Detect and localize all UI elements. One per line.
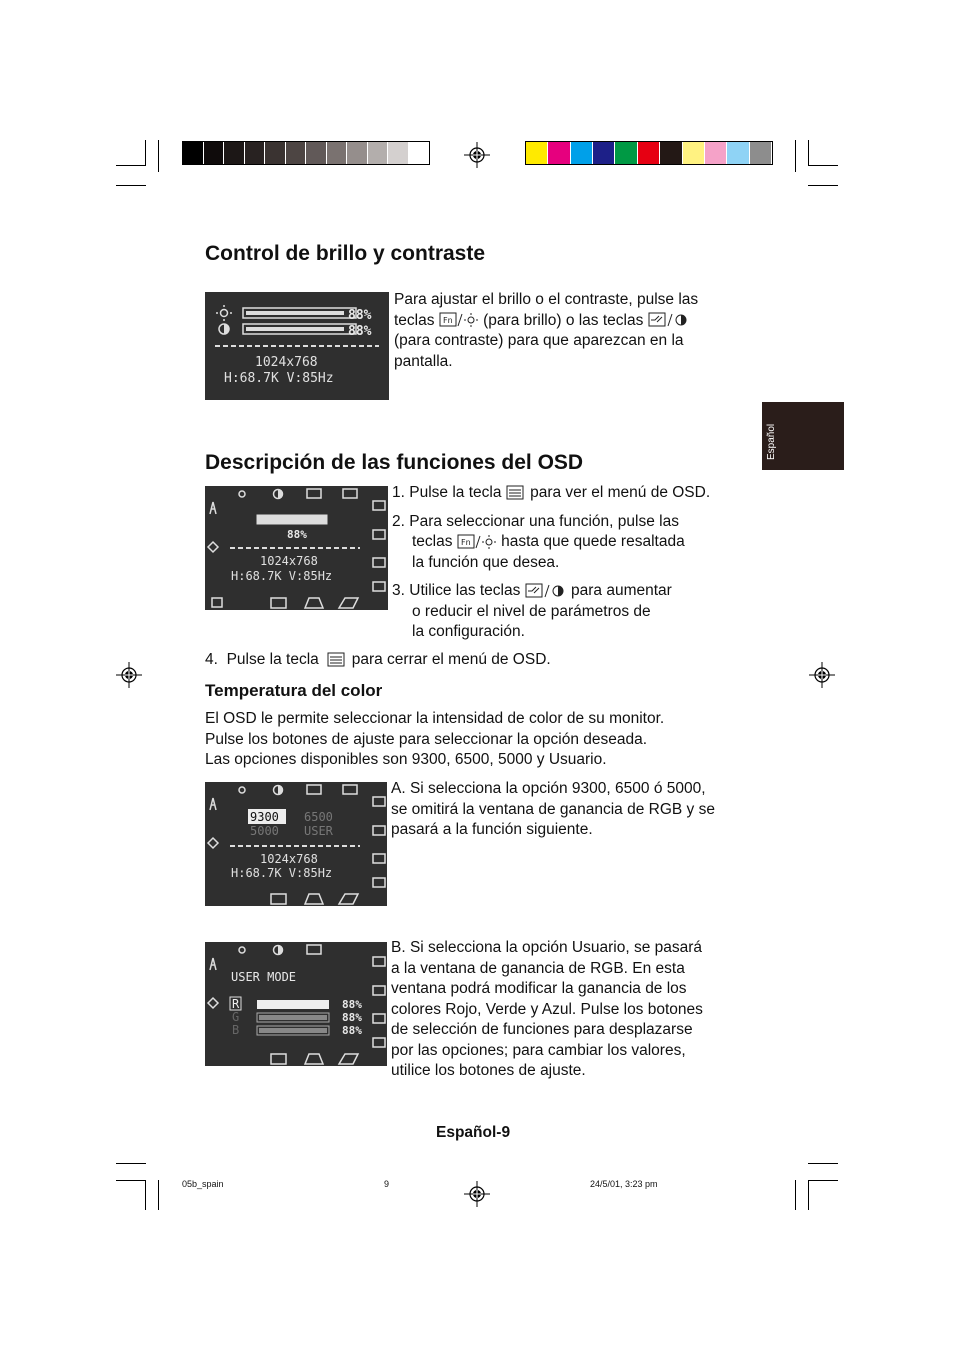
text-line: utilice los botones de ajuste.: [391, 1062, 586, 1079]
text-line: Para ajustar el brillo o el contraste, pulse las: [394, 291, 699, 308]
color-swatch: [548, 142, 570, 164]
fn-sun-key-icon: [457, 534, 497, 550]
text-fragment: Pulse la tecla: [226, 651, 319, 668]
text-fragment: Utilice las teclas: [409, 582, 521, 599]
step-number: 4.: [205, 651, 218, 668]
color-swatch: [245, 142, 266, 164]
step-number: 2.: [392, 512, 405, 530]
osd-frequency: H:68.7K V:85Hz: [231, 866, 333, 880]
osd-color-preset-screenshot: [205, 782, 387, 906]
text-line: A. Si selecciona la opción 9300, 6500 ó 5000,: [391, 780, 706, 797]
menu-key-icon: [327, 652, 347, 668]
text-fragment: teclas: [412, 533, 453, 550]
text-fragment: Para seleccionar una función, pulse las: [409, 512, 679, 530]
text-line: ventana podrá modificar la ganancia de los: [391, 980, 687, 997]
footer-date: 24/5/01, 3:23 pm: [590, 1179, 658, 1189]
color-swatch: [526, 142, 548, 164]
osd-resolution: 1024x768: [255, 355, 318, 370]
language-tab: [762, 402, 844, 470]
crop-mark: [116, 185, 146, 186]
text-line: pantalla.: [394, 352, 453, 370]
osd-heading: Descripción de las funciones del OSD: [205, 451, 584, 474]
crop-mark: [808, 185, 838, 186]
brightness-bar-fill: [246, 311, 344, 315]
color-swatch: [750, 142, 772, 164]
color-swatch: [571, 142, 593, 164]
blue-gain-value: 88%: [342, 1024, 362, 1037]
color-swatch: [727, 142, 749, 164]
osd-main-menu-screenshot: [205, 486, 388, 610]
crop-mark: [116, 1180, 146, 1181]
option-9300: 9300: [250, 810, 279, 824]
color-swatch: [388, 142, 409, 164]
color-swatch: [615, 142, 637, 164]
color-swatch: [224, 142, 245, 164]
svg-text:Fn: Fn: [442, 316, 453, 326]
step-3: [392, 581, 752, 643]
crop-mark: [808, 1163, 838, 1164]
menu-key-icon: [506, 485, 526, 501]
option-user: USER: [304, 824, 333, 838]
osd-steps: [392, 483, 752, 643]
text-line: (para contraste) para que aparezcan en la: [394, 332, 684, 349]
step-1: [392, 483, 752, 504]
color-swatch: [705, 142, 727, 164]
step-2: [392, 512, 752, 574]
crop-mark: [145, 140, 146, 166]
option-a-paragraph: [391, 779, 751, 841]
text-line: pasará a la función siguiente.: [391, 821, 593, 838]
text-line: [392, 532, 752, 553]
color-swatch: [368, 142, 389, 164]
osd-frequency: H:68.7K V:85Hz: [224, 371, 334, 386]
page-number-label: Español-9: [436, 1124, 511, 1141]
osd-user-mode-screenshot: [205, 942, 387, 1066]
text-line: se omitirá la ventana de ganancia de RGB y se: [391, 800, 715, 818]
registration-mark-icon: [464, 142, 490, 168]
brightness-paragraph: [394, 290, 739, 372]
registration-mark-icon: [464, 1181, 490, 1207]
contrast-icon: [219, 324, 229, 334]
osd-resolution: 1024x768: [260, 852, 318, 866]
text-fragment: (para brillo) o las teclas: [483, 311, 644, 329]
osd-frequency: H:68.7K V:85Hz: [231, 569, 333, 583]
registration-mark-icon: [116, 662, 142, 688]
text-fragment: Pulse la tecla: [409, 484, 502, 501]
crop-mark: [795, 140, 796, 172]
red-gain-bar: [257, 1000, 329, 1009]
green-gain-bar: [259, 1015, 327, 1020]
text-line: por las opciones; para cambiar los valores,: [391, 1041, 686, 1059]
language-tab-label: Español: [766, 423, 777, 460]
green-gain-value: 88%: [342, 1011, 362, 1024]
brightness-value: 88%: [348, 308, 372, 323]
adjust-contrast-key-icon: [525, 583, 567, 599]
a-icon: [210, 502, 216, 514]
crop-mark: [145, 1180, 146, 1210]
option-b-paragraph: [391, 938, 751, 1082]
red-gain-value: 88%: [342, 998, 362, 1011]
text-line: la configuración.: [412, 623, 525, 640]
text-fragment: para cerrar el menú de OSD.: [351, 651, 551, 668]
crop-mark: [158, 140, 159, 172]
color-temp-intro: [205, 709, 745, 771]
text-line: colores Rojo, Verde y Azul. Pulse los botones: [391, 1000, 703, 1018]
color-swatch: [286, 142, 307, 164]
user-mode-title: USER MODE: [231, 970, 297, 984]
color-swatch: [638, 142, 660, 164]
green-label: G: [232, 1010, 240, 1024]
fn-sun-key-icon: [439, 312, 479, 328]
color-swatch: [306, 142, 327, 164]
text-fragment: teclas: [394, 311, 435, 329]
crop-mark: [116, 165, 146, 166]
contrast-bar-fill: [246, 327, 344, 331]
crop-mark: [158, 1180, 159, 1210]
text-line: la función que desea.: [412, 553, 560, 571]
step-number: 1.: [392, 484, 405, 501]
osd-resolution: 1024x768: [260, 554, 318, 568]
text-line: de selección de funciones para desplazarse: [391, 1021, 693, 1038]
color-swatch: [593, 142, 615, 164]
color-swatch: [347, 142, 368, 164]
text-line: El OSD le permite seleccionar la intensidad de color de su monitor.: [205, 710, 665, 727]
step-number: 3.: [392, 582, 405, 599]
text-line: Pulse los botones de ajuste para seleccionar la opción deseada.: [205, 730, 648, 748]
crop-mark: [808, 140, 809, 166]
text-fragment: para aumentar: [571, 582, 672, 599]
option-5000: 5000: [250, 824, 279, 838]
text-line: a la ventana de ganancia de RGB. En esta: [391, 959, 685, 977]
brightness-heading: Control de brillo y contraste: [205, 242, 486, 265]
crop-mark: [808, 1180, 809, 1210]
color-swatch: [660, 142, 682, 164]
color-swatch: [265, 142, 286, 164]
color-swatch: [327, 142, 348, 164]
contrast-value: 88%: [348, 324, 372, 339]
blue-gain-bar: [259, 1028, 327, 1033]
step-4: [205, 650, 655, 671]
text-fragment: hasta que quede resaltada: [501, 533, 685, 550]
grayscale-color-bar: [182, 141, 430, 165]
osd-brightness-screenshot: [205, 292, 389, 400]
svg-text:Fn: Fn: [460, 537, 471, 547]
color-swatch: [409, 142, 430, 164]
text-line: o reducir el nivel de parámetros de: [412, 602, 651, 620]
footer-filename: 05b_spain: [182, 1179, 224, 1189]
osd-level-value: 88%: [287, 528, 307, 541]
sun-icon: [216, 305, 232, 321]
crop-mark: [808, 1180, 838, 1181]
color-swatch: [204, 142, 225, 164]
color-swatch: [683, 142, 705, 164]
registration-mark-icon: [809, 662, 835, 688]
footer-page: 9: [384, 1179, 390, 1189]
process-color-bar: [525, 141, 773, 165]
sun-icon: [239, 491, 245, 497]
red-label: R: [232, 997, 240, 1011]
crop-mark: [808, 165, 838, 166]
color-temp-heading: Temperatura del color: [205, 681, 383, 700]
adjust-contrast-key-icon: [648, 312, 690, 328]
option-6500: 6500: [304, 810, 333, 824]
text-line: Las opciones disponibles son 9300, 6500, 5000 y Usuario.: [205, 751, 607, 768]
text-line: B. Si selecciona la opción Usuario, se pasará: [391, 939, 703, 956]
blue-label: B: [232, 1023, 240, 1037]
crop-mark: [116, 1163, 146, 1164]
color-swatch: [183, 142, 204, 164]
text-fragment: para ver el menú de OSD.: [530, 484, 711, 501]
osd-level-bar: [257, 515, 327, 524]
text-line: [394, 311, 739, 332]
crop-mark: [795, 1180, 796, 1210]
